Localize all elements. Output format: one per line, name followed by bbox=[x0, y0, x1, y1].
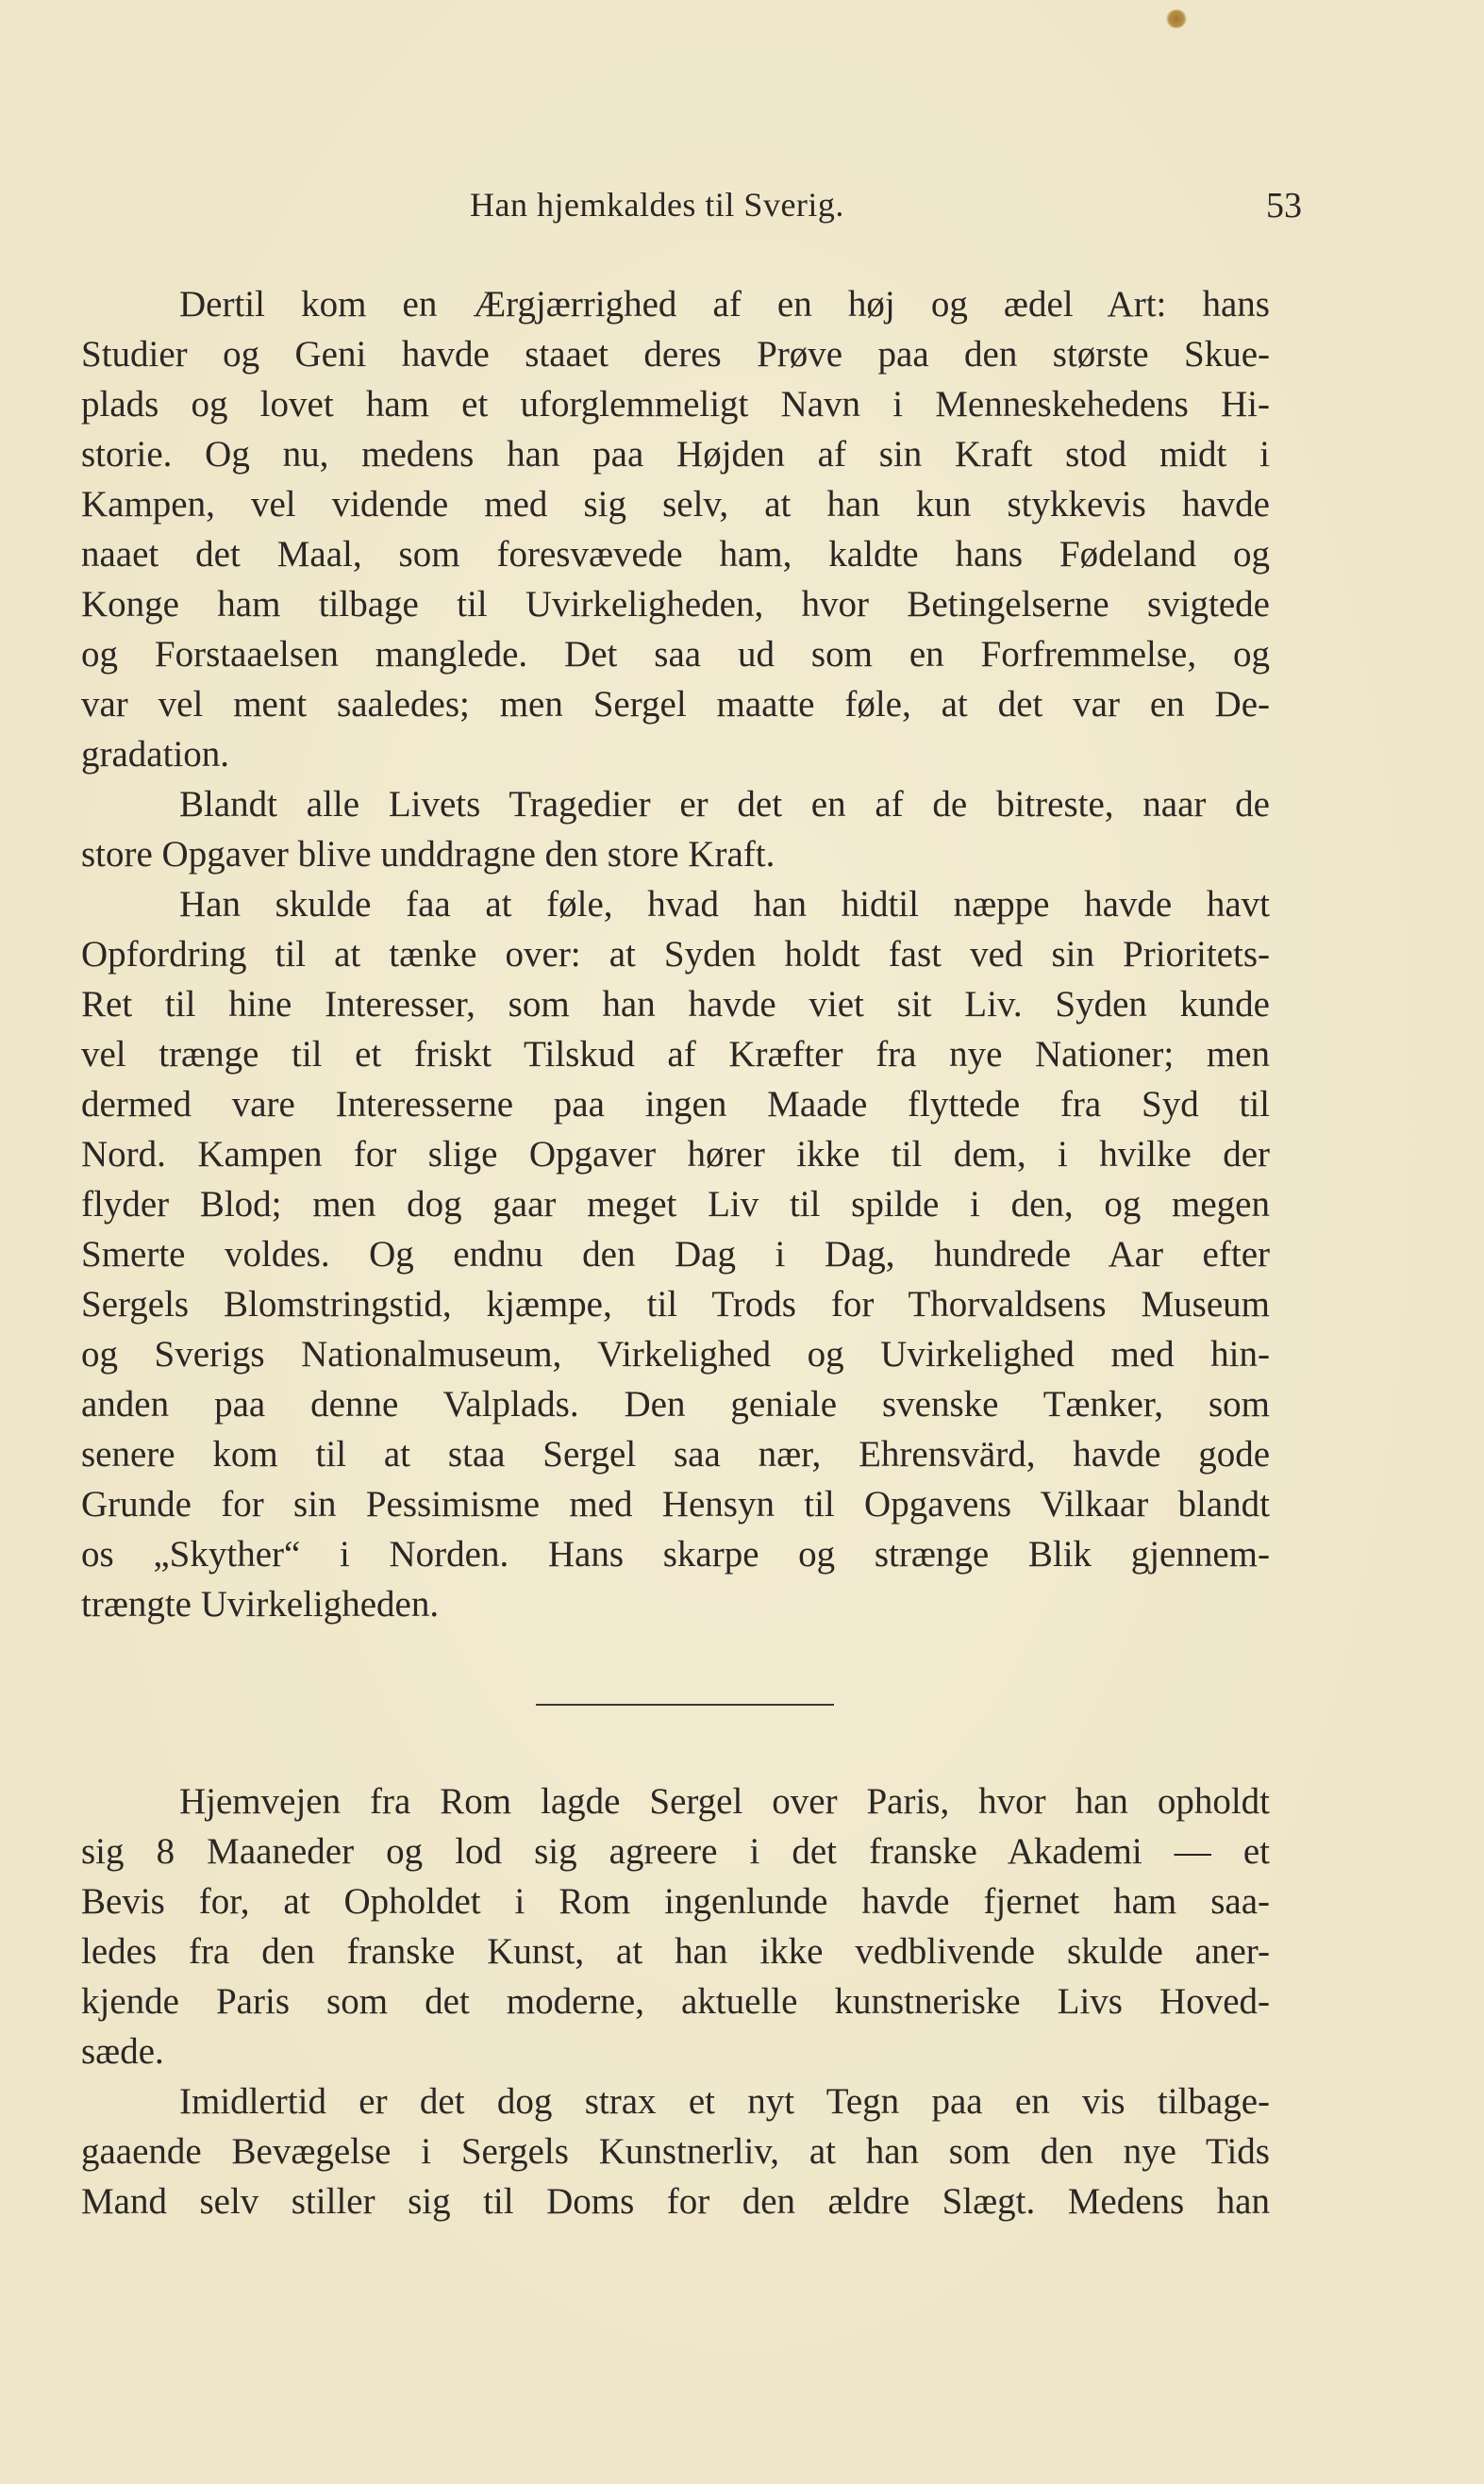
text-line: Nord. Kampen for slige Opgaver hører ikke til dem, i hvilke der bbox=[81, 1134, 1270, 1175]
text-line: Kampen, vel vidende med sig selv, at han kun stykkevis havde bbox=[81, 484, 1270, 525]
text-line: store Opgaver blive unddragne den store Kraft. bbox=[81, 834, 775, 875]
text-line: plads og lovet ham et uforglemmeligt Navn i Menneskehedens Hi- bbox=[81, 384, 1270, 425]
text-line: Sergels Blomstringstid, kjæmpe, til Trods for Thorvaldsens Museum bbox=[81, 1284, 1270, 1325]
text-line: flyder Blod; men dog gaar meget Liv til spilde i den, og megen bbox=[81, 1184, 1270, 1225]
ink-spot bbox=[1166, 9, 1187, 28]
text-line: dermed vare Interesserne paa ingen Maade flyttede fra Syd til bbox=[81, 1084, 1270, 1125]
text-line: trængte Uvirkeligheden. bbox=[81, 1584, 440, 1625]
text-line: storie. Og nu, medens han paa Højden af sin Kraft stod midt i bbox=[81, 434, 1270, 475]
text-line: os „Skyther“ i Norden. Hans skarpe og strænge Blik gjennem- bbox=[81, 1534, 1270, 1575]
text-line: og Sverigs Nationalmuseum, Virkelighed og Uvirkelighed med hin- bbox=[81, 1334, 1270, 1375]
text-line: Mand selv stiller sig til Doms for den ældre Slægt. Medens han bbox=[81, 2181, 1270, 2222]
text-line: var vel ment saaledes; men Sergel maatte føle, at det var en De- bbox=[81, 684, 1270, 725]
text-line: Dertil kom en Ærgjærrighed af en høj og ædel Art: hans bbox=[179, 284, 1270, 325]
text-line: gaaende Bevægelse i Sergels Kunstnerliv, at han som den nye Tids bbox=[81, 2131, 1270, 2172]
text-line: naaet det Maal, som foresvævede ham, kaldte hans Fødeland og bbox=[81, 534, 1270, 575]
section-divider bbox=[536, 1704, 834, 1706]
text-block-2 bbox=[81, 1776, 1270, 2226]
text-line: Han skulde faa at føle, hvad han hidtil næppe havde havt bbox=[179, 884, 1270, 925]
text-line: Hjemvejen fra Rom lagde Sergel over Paris, hvor han opholdt bbox=[179, 1781, 1270, 1822]
text-line: Grunde for sin Pessimisme med Hensyn til Opgavens Vilkaar blandt bbox=[81, 1484, 1270, 1525]
text-line: sæde. bbox=[81, 2031, 164, 2072]
text-line: anden paa denne Valplads. Den geniale svenske Tænker, som bbox=[81, 1384, 1270, 1425]
text-line: Studier og Geni havde staaet deres Prøve paa den største Skue- bbox=[81, 334, 1270, 375]
running-title: Han hjemkaldes til Sverig. bbox=[470, 186, 844, 224]
text-line: vel trænge til et friskt Tilskud af Kræfter fra nye Nationer; men bbox=[81, 1034, 1270, 1075]
page-number: 53 bbox=[1266, 186, 1302, 225]
text-block-1 bbox=[81, 279, 1270, 1629]
text-line: senere kom til at staa Sergel saa nær, Ehrensvärd, havde gode bbox=[81, 1434, 1270, 1475]
text-line: Imidlertid er det dog strax et nyt Tegn paa en vis tilbage- bbox=[179, 2081, 1270, 2122]
text-line: Opfordring til at tænke over: at Syden holdt fast ved sin Prioritets- bbox=[81, 934, 1270, 975]
text-line: gradation. bbox=[81, 734, 230, 775]
text-line: og Forstaaelsen manglede. Det saa ud som en Forfremmelse, og bbox=[81, 634, 1270, 675]
text-line: Smerte voldes. Og endnu den Dag i Dag, hundrede Aar efter bbox=[81, 1234, 1270, 1275]
text-line: ledes fra den franske Kunst, at han ikke vedblivende skulde aner- bbox=[81, 1931, 1270, 1972]
text-line: kjende Paris som det moderne, aktuelle kunstneriske Livs Hoved- bbox=[81, 1981, 1270, 2022]
page-header bbox=[0, 185, 1484, 232]
text-line: Blandt alle Livets Tragedier er det en af de bitreste, naar de bbox=[179, 784, 1270, 825]
text-line: Konge ham tilbage til Uvirkeligheden, hvor Betingelserne svigtede bbox=[81, 584, 1270, 625]
text-line: sig 8 Maaneder og lod sig agreere i det franske Akademi — et bbox=[81, 1831, 1270, 1872]
text-line: Bevis for, at Opholdet i Rom ingenlunde havde fjernet ham saa- bbox=[81, 1881, 1270, 1922]
text-line: Ret til hine Interesser, som han havde viet sit Liv. Syden kunde bbox=[81, 984, 1270, 1025]
